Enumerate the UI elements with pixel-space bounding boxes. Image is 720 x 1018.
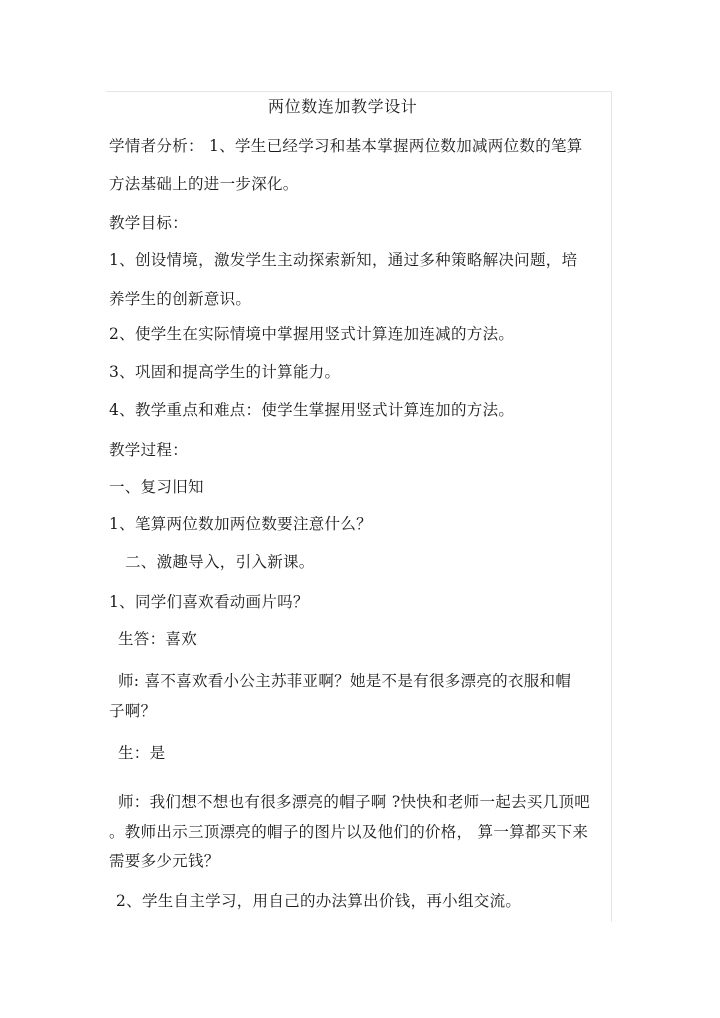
step-self-study: 2、学生自主学习，用自己的办法算出价钱，再小组交流。 — [116, 892, 522, 910]
teacher-remark-2-end: 需要多少元钱？ — [109, 852, 220, 870]
paragraph-line-analysis-cont: 方法基础上的进一步深化。 — [109, 175, 299, 193]
paragraph-line-analysis: 学情者分析： 1、学生已经学习和基本掌握两位数加减两位数的笔算 — [109, 137, 583, 155]
step-review: 一、复习旧知 — [109, 478, 204, 496]
teacher-remark-2-cont: 。教师出示三顶漂亮的帽子的图片以及他们的价格， 算一算都买下来 — [109, 823, 589, 841]
goal-item-4: 4、教学重点和难点：使学生掌握用竖式计算连加的方法。 — [109, 401, 515, 419]
goal-item-1-cont: 养学生的创新意识。 — [109, 290, 252, 308]
section-heading-process: 教学过程： — [109, 441, 189, 459]
goal-item-2: 2、使学生在实际情境中掌握用竖式计算连加连减的方法。 — [109, 325, 515, 343]
teacher-remark-1-cont: 子啊？ — [109, 702, 157, 720]
student-answer-2: 生：是 — [118, 744, 166, 762]
section-heading-goals: 教学目标： — [109, 214, 189, 232]
review-question: 1、笔算两位数加两位数要注意什么？ — [109, 515, 372, 533]
teacher-remark-1: 师: 喜不喜欢看小公主苏菲亚啊？她是不是有很多漂亮的衣服和帽 — [118, 672, 572, 690]
goal-item-3: 3、巩固和提高学生的计算能力。 — [109, 363, 341, 381]
goal-item-1: 1、创设情境，激发学生主动探索新知，通过多种策略解决问题，培 — [109, 251, 578, 269]
document-title: 两位数连加教学设计 — [268, 97, 418, 116]
student-answer-1: 生答：喜欢 — [118, 630, 198, 648]
teacher-remark-2: 师：我们想不想也有很多漂亮的帽子啊 ?快快和老师一起去买几顶吧 — [118, 793, 591, 811]
step-introduction: 二、激趣导入，引入新课。 — [125, 553, 315, 571]
intro-question: 1、同学们喜欢看动画片吗？ — [109, 593, 309, 611]
